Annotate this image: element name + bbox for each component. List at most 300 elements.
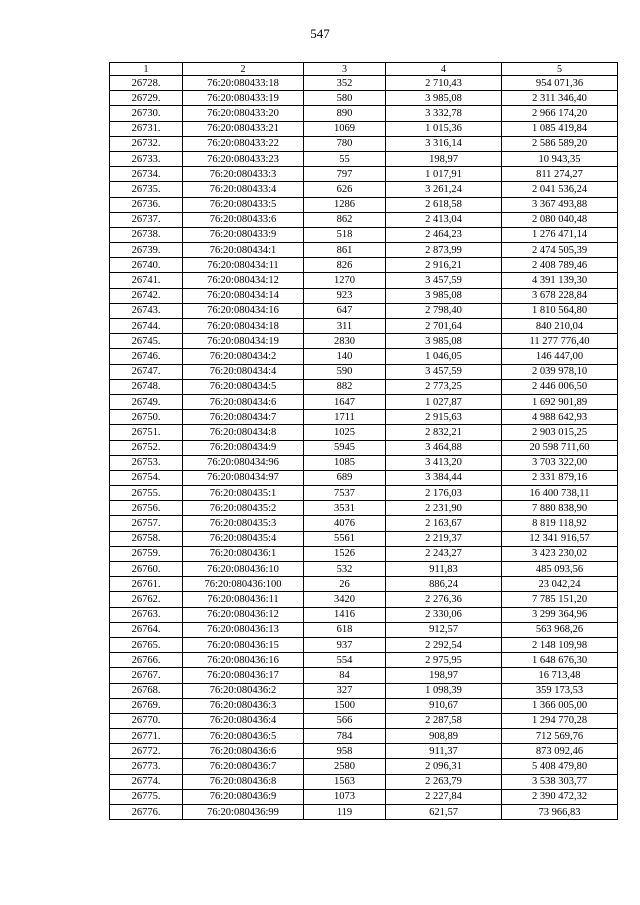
table-cell: 26769. bbox=[110, 698, 183, 713]
table-cell: 26775. bbox=[110, 789, 183, 804]
table-cell: 862 bbox=[304, 212, 386, 227]
table-cell: 2 446 006,50 bbox=[502, 379, 618, 394]
table-row bbox=[110, 394, 618, 409]
table-cell: 327 bbox=[304, 683, 386, 698]
table-cell: 2 832,21 bbox=[386, 425, 502, 440]
table-cell: 26773. bbox=[110, 759, 183, 774]
table-cell: 2 243,27 bbox=[386, 546, 502, 561]
table-cell: 76:20:080433:23 bbox=[183, 151, 304, 166]
table-cell: 1073 bbox=[304, 789, 386, 804]
table-cell: 26754. bbox=[110, 470, 183, 485]
table-row bbox=[110, 106, 618, 121]
table-cell: 26764. bbox=[110, 622, 183, 637]
table-cell: 5945 bbox=[304, 440, 386, 455]
table-cell: 76:20:080434:4 bbox=[183, 364, 304, 379]
table-cell: 2 464,23 bbox=[386, 227, 502, 242]
table-cell: 26747. bbox=[110, 364, 183, 379]
table-cell: 911,37 bbox=[386, 744, 502, 759]
table-row bbox=[110, 440, 618, 455]
table-cell: 76:20:080433:19 bbox=[183, 91, 304, 106]
table-cell: 76:20:080434:97 bbox=[183, 470, 304, 485]
table-cell: 3 261,24 bbox=[386, 182, 502, 197]
table-cell: 3 457,59 bbox=[386, 364, 502, 379]
table-row bbox=[110, 258, 618, 273]
table-row bbox=[110, 455, 618, 470]
table-cell: 198,97 bbox=[386, 668, 502, 683]
table-cell: 3 985,08 bbox=[386, 288, 502, 303]
table-row bbox=[110, 744, 618, 759]
table-cell: 76:20:080434:9 bbox=[183, 440, 304, 455]
table-cell: 1 810 564,80 bbox=[502, 303, 618, 318]
table-row bbox=[110, 577, 618, 592]
table-cell: 76:20:080436:11 bbox=[183, 592, 304, 607]
table-cell: 8 819 118,92 bbox=[502, 516, 618, 531]
table-row bbox=[110, 516, 618, 531]
table-cell: 2 163,67 bbox=[386, 516, 502, 531]
table-cell: 76:20:080435:2 bbox=[183, 501, 304, 516]
table-cell: 26755. bbox=[110, 486, 183, 501]
table-cell: 26746. bbox=[110, 349, 183, 364]
table-cell: 76:20:080436:1 bbox=[183, 546, 304, 561]
table-row bbox=[110, 531, 618, 546]
table-row bbox=[110, 167, 618, 182]
table-cell: 76:20:080433:3 bbox=[183, 167, 304, 182]
table-row bbox=[110, 486, 618, 501]
table-cell: 26729. bbox=[110, 91, 183, 106]
table-cell: 1 276 471,14 bbox=[502, 227, 618, 242]
table-cell: 3 703 322,00 bbox=[502, 455, 618, 470]
table-cell: 2 873,99 bbox=[386, 243, 502, 258]
table-cell: 10 943,35 bbox=[502, 151, 618, 166]
table-row bbox=[110, 774, 618, 789]
table-cell: 76:20:080433:4 bbox=[183, 182, 304, 197]
table-cell: 7 880 838,90 bbox=[502, 501, 618, 516]
table-cell: 2 915,63 bbox=[386, 410, 502, 425]
table-row bbox=[110, 470, 618, 485]
table-cell: 26748. bbox=[110, 379, 183, 394]
table-cell: 2 966 174,20 bbox=[502, 106, 618, 121]
table-cell: 4 391 139,30 bbox=[502, 273, 618, 288]
table-cell: 16 713,48 bbox=[502, 668, 618, 683]
table-row bbox=[110, 121, 618, 136]
table-cell: 20 598 711,60 bbox=[502, 440, 618, 455]
table-row bbox=[110, 76, 618, 91]
table-cell: 76:20:080434:19 bbox=[183, 334, 304, 349]
table-cell: 2 311 346,40 bbox=[502, 91, 618, 106]
table-cell: 3 985,08 bbox=[386, 91, 502, 106]
table-cell: 958 bbox=[304, 744, 386, 759]
table-row bbox=[110, 212, 618, 227]
table-row bbox=[110, 91, 618, 106]
table-cell: 26735. bbox=[110, 182, 183, 197]
table-cell: 532 bbox=[304, 562, 386, 577]
table-row bbox=[110, 698, 618, 713]
table-cell: 1 085 419,84 bbox=[502, 121, 618, 136]
table-cell: 1085 bbox=[304, 455, 386, 470]
table-cell: 2 413,04 bbox=[386, 212, 502, 227]
table-cell: 2 148 109,98 bbox=[502, 637, 618, 652]
table-row bbox=[110, 197, 618, 212]
table-cell: 3 985,08 bbox=[386, 334, 502, 349]
cadastral-table bbox=[109, 62, 618, 820]
table-cell: 76:20:080436:3 bbox=[183, 698, 304, 713]
table-cell: 1 017,91 bbox=[386, 167, 502, 182]
table-cell: 12 341 916,57 bbox=[502, 531, 618, 546]
table-cell: 1270 bbox=[304, 273, 386, 288]
table-cell: 2 618,58 bbox=[386, 197, 502, 212]
table-cell: 119 bbox=[304, 805, 386, 820]
table-cell: 26776. bbox=[110, 805, 183, 820]
table-row bbox=[110, 364, 618, 379]
table-row bbox=[110, 683, 618, 698]
table-row bbox=[110, 789, 618, 804]
table-cell: 76:20:080436:5 bbox=[183, 729, 304, 744]
column-header: 1 bbox=[110, 63, 183, 76]
table-row bbox=[110, 713, 618, 728]
table-cell: 621,57 bbox=[386, 805, 502, 820]
table-cell: 26742. bbox=[110, 288, 183, 303]
table-cell: 3 367 493,88 bbox=[502, 197, 618, 212]
page-number: 547 bbox=[310, 26, 330, 41]
table-row bbox=[110, 501, 618, 516]
table-cell: 1 015,36 bbox=[386, 121, 502, 136]
table-cell: 1 648 676,30 bbox=[502, 653, 618, 668]
table-cell: 1 046,05 bbox=[386, 349, 502, 364]
table-cell: 3 457,59 bbox=[386, 273, 502, 288]
table-cell: 908,89 bbox=[386, 729, 502, 744]
table-cell: 26750. bbox=[110, 410, 183, 425]
table-cell: 26743. bbox=[110, 303, 183, 318]
table-cell: 563 968,26 bbox=[502, 622, 618, 637]
table-cell: 554 bbox=[304, 653, 386, 668]
table-cell: 26734. bbox=[110, 167, 183, 182]
table-cell: 2 276,36 bbox=[386, 592, 502, 607]
table-cell: 76:20:080433:6 bbox=[183, 212, 304, 227]
table-cell: 689 bbox=[304, 470, 386, 485]
table-cell: 2830 bbox=[304, 334, 386, 349]
table-cell: 580 bbox=[304, 91, 386, 106]
table-cell: 26744. bbox=[110, 319, 183, 334]
table-cell: 2 474 505,39 bbox=[502, 243, 618, 258]
table-cell: 1286 bbox=[304, 197, 386, 212]
table-cell: 590 bbox=[304, 364, 386, 379]
table-cell: 26771. bbox=[110, 729, 183, 744]
table-row bbox=[110, 288, 618, 303]
table-cell: 26756. bbox=[110, 501, 183, 516]
table-cell: 26768. bbox=[110, 683, 183, 698]
table-row bbox=[110, 607, 618, 622]
table-cell: 1526 bbox=[304, 546, 386, 561]
table-cell: 712 569,76 bbox=[502, 729, 618, 744]
table-cell: 26770. bbox=[110, 713, 183, 728]
table-cell: 2 701,64 bbox=[386, 319, 502, 334]
table-cell: 5561 bbox=[304, 531, 386, 546]
table-cell: 76:20:080436:13 bbox=[183, 622, 304, 637]
table-cell: 26758. bbox=[110, 531, 183, 546]
table-cell: 76:20:080436:16 bbox=[183, 653, 304, 668]
table-cell: 26738. bbox=[110, 227, 183, 242]
table-cell: 76:20:080436:6 bbox=[183, 744, 304, 759]
table-row bbox=[110, 410, 618, 425]
table-cell: 910,67 bbox=[386, 698, 502, 713]
table-cell: 26749. bbox=[110, 394, 183, 409]
table-cell: 518 bbox=[304, 227, 386, 242]
table-header-row bbox=[110, 63, 618, 76]
table-cell: 2 080 040,48 bbox=[502, 212, 618, 227]
table-cell: 2 975,95 bbox=[386, 653, 502, 668]
table-cell: 76:20:080433:5 bbox=[183, 197, 304, 212]
table-cell: 2 390 472,32 bbox=[502, 789, 618, 804]
table-row bbox=[110, 622, 618, 637]
table-cell: 882 bbox=[304, 379, 386, 394]
table-cell: 76:20:080435:1 bbox=[183, 486, 304, 501]
table-cell: 198,97 bbox=[386, 151, 502, 166]
table-row bbox=[110, 182, 618, 197]
table-cell: 76:20:080436:9 bbox=[183, 789, 304, 804]
table-cell: 146 447,00 bbox=[502, 349, 618, 364]
table-cell: 2 292,54 bbox=[386, 637, 502, 652]
table-cell: 1563 bbox=[304, 774, 386, 789]
table-cell: 26767. bbox=[110, 668, 183, 683]
table-cell: 1 366 005,00 bbox=[502, 698, 618, 713]
table-cell: 26728. bbox=[110, 76, 183, 91]
table-cell: 780 bbox=[304, 136, 386, 151]
table-cell: 2 331 879,16 bbox=[502, 470, 618, 485]
table-cell: 2 227,84 bbox=[386, 789, 502, 804]
table-cell: 76:20:080434:6 bbox=[183, 394, 304, 409]
table-cell: 76:20:080434:96 bbox=[183, 455, 304, 470]
table-cell: 4076 bbox=[304, 516, 386, 531]
table-row bbox=[110, 668, 618, 683]
table-cell: 2 041 536,24 bbox=[502, 182, 618, 197]
table-cell: 359 173,53 bbox=[502, 683, 618, 698]
column-header: 2 bbox=[183, 63, 304, 76]
table-cell: 26759. bbox=[110, 546, 183, 561]
table-cell: 1 294 770,28 bbox=[502, 713, 618, 728]
table-cell: 26765. bbox=[110, 637, 183, 652]
table-cell: 3 316,14 bbox=[386, 136, 502, 151]
table-cell: 76:20:080434:7 bbox=[183, 410, 304, 425]
table-cell: 3 413,20 bbox=[386, 455, 502, 470]
table-cell: 76:20:080434:1 bbox=[183, 243, 304, 258]
table-row bbox=[110, 637, 618, 652]
table-cell: 76:20:080433:20 bbox=[183, 106, 304, 121]
table-cell: 485 093,56 bbox=[502, 562, 618, 577]
table-cell: 3 384,44 bbox=[386, 470, 502, 485]
table-cell: 886,24 bbox=[386, 577, 502, 592]
table-cell: 1 027,87 bbox=[386, 394, 502, 409]
table-cell: 2 330,06 bbox=[386, 607, 502, 622]
table-cell: 3 423 230,02 bbox=[502, 546, 618, 561]
table-cell: 76:20:080433:21 bbox=[183, 121, 304, 136]
table-cell: 76:20:080433:9 bbox=[183, 227, 304, 242]
table-cell: 26753. bbox=[110, 455, 183, 470]
table-cell: 26733. bbox=[110, 151, 183, 166]
table-cell: 2 263,79 bbox=[386, 774, 502, 789]
table-cell: 840 210,04 bbox=[502, 319, 618, 334]
table-row bbox=[110, 653, 618, 668]
table-row bbox=[110, 546, 618, 561]
table-cell: 11 277 776,40 bbox=[502, 334, 618, 349]
table-cell: 26760. bbox=[110, 562, 183, 577]
table-cell: 76:20:080434:2 bbox=[183, 349, 304, 364]
table-row bbox=[110, 319, 618, 334]
table-cell: 937 bbox=[304, 637, 386, 652]
table-row bbox=[110, 379, 618, 394]
table-row bbox=[110, 227, 618, 242]
table-cell: 890 bbox=[304, 106, 386, 121]
table-cell: 26730. bbox=[110, 106, 183, 121]
table-cell: 1 692 901,89 bbox=[502, 394, 618, 409]
table-cell: 26741. bbox=[110, 273, 183, 288]
table-cell: 1025 bbox=[304, 425, 386, 440]
table-row bbox=[110, 334, 618, 349]
table-row bbox=[110, 592, 618, 607]
table-cell: 26736. bbox=[110, 197, 183, 212]
table-cell: 912,57 bbox=[386, 622, 502, 637]
table-cell: 2 231,90 bbox=[386, 501, 502, 516]
table-cell: 16 400 738,11 bbox=[502, 486, 618, 501]
table-cell: 2 287,58 bbox=[386, 713, 502, 728]
table-cell: 1647 bbox=[304, 394, 386, 409]
table-cell: 23 042,24 bbox=[502, 577, 618, 592]
column-header: 5 bbox=[502, 63, 618, 76]
table-cell: 3420 bbox=[304, 592, 386, 607]
table-cell: 3 678 228,84 bbox=[502, 288, 618, 303]
table-cell: 76:20:080435:3 bbox=[183, 516, 304, 531]
table-cell: 1500 bbox=[304, 698, 386, 713]
table-cell: 76:20:080436:7 bbox=[183, 759, 304, 774]
table-cell: 26774. bbox=[110, 774, 183, 789]
table-cell: 5 408 479,80 bbox=[502, 759, 618, 774]
table-body bbox=[110, 76, 618, 820]
table-cell: 352 bbox=[304, 76, 386, 91]
table-cell: 2 798,40 bbox=[386, 303, 502, 318]
table-cell: 26731. bbox=[110, 121, 183, 136]
table-cell: 76:20:080436:10 bbox=[183, 562, 304, 577]
table-row bbox=[110, 303, 618, 318]
table-cell: 26757. bbox=[110, 516, 183, 531]
table-cell: 76:20:080436:15 bbox=[183, 637, 304, 652]
table-row bbox=[110, 425, 618, 440]
table-cell: 26 bbox=[304, 577, 386, 592]
table-cell: 7537 bbox=[304, 486, 386, 501]
table-cell: 76:20:080433:18 bbox=[183, 76, 304, 91]
table-cell: 76:20:080434:11 bbox=[183, 258, 304, 273]
table-row bbox=[110, 136, 618, 151]
column-header: 3 bbox=[304, 63, 386, 76]
table-cell: 140 bbox=[304, 349, 386, 364]
table-cell: 4 988 642,93 bbox=[502, 410, 618, 425]
table-row bbox=[110, 151, 618, 166]
table-cell: 26737. bbox=[110, 212, 183, 227]
table-cell: 1416 bbox=[304, 607, 386, 622]
table-cell: 566 bbox=[304, 713, 386, 728]
table-cell: 861 bbox=[304, 243, 386, 258]
table-row bbox=[110, 562, 618, 577]
table-cell: 784 bbox=[304, 729, 386, 744]
table-cell: 626 bbox=[304, 182, 386, 197]
table-row bbox=[110, 243, 618, 258]
table-cell: 2 916,21 bbox=[386, 258, 502, 273]
table-cell: 26740. bbox=[110, 258, 183, 273]
table-cell: 2 408 789,46 bbox=[502, 258, 618, 273]
table-cell: 2 219,37 bbox=[386, 531, 502, 546]
table-cell: 647 bbox=[304, 303, 386, 318]
table-cell: 73 966,83 bbox=[502, 805, 618, 820]
table-cell: 3531 bbox=[304, 501, 386, 516]
table-cell: 26732. bbox=[110, 136, 183, 151]
table-cell: 76:20:080434:16 bbox=[183, 303, 304, 318]
table-cell: 873 092,46 bbox=[502, 744, 618, 759]
table-cell: 3 332,78 bbox=[386, 106, 502, 121]
table-row bbox=[110, 759, 618, 774]
table-cell: 2 176,03 bbox=[386, 486, 502, 501]
table-row bbox=[110, 273, 618, 288]
table-cell: 3 464,88 bbox=[386, 440, 502, 455]
table-cell: 76:20:080434:14 bbox=[183, 288, 304, 303]
table-cell: 26766. bbox=[110, 653, 183, 668]
table-cell: 76:20:080433:22 bbox=[183, 136, 304, 151]
table-cell: 76:20:080436:4 bbox=[183, 713, 304, 728]
table-cell: 76:20:080436:99 bbox=[183, 805, 304, 820]
table-cell: 76:20:080436:12 bbox=[183, 607, 304, 622]
table-cell: 1711 bbox=[304, 410, 386, 425]
table-cell: 2 096,31 bbox=[386, 759, 502, 774]
table-cell: 954 071,36 bbox=[502, 76, 618, 91]
table-cell: 76:20:080436:8 bbox=[183, 774, 304, 789]
table-cell: 1069 bbox=[304, 121, 386, 136]
table-cell: 311 bbox=[304, 319, 386, 334]
table-cell: 826 bbox=[304, 258, 386, 273]
table-cell: 2 586 589,20 bbox=[502, 136, 618, 151]
table-cell: 76:20:080434:5 bbox=[183, 379, 304, 394]
table-cell: 76:20:080436:2 bbox=[183, 683, 304, 698]
table-cell: 618 bbox=[304, 622, 386, 637]
table-cell: 55 bbox=[304, 151, 386, 166]
column-header: 4 bbox=[386, 63, 502, 76]
table-cell: 3 538 303,77 bbox=[502, 774, 618, 789]
table-cell: 76:20:080436:17 bbox=[183, 668, 304, 683]
table-cell: 76:20:080434:18 bbox=[183, 319, 304, 334]
table-cell: 26751. bbox=[110, 425, 183, 440]
table-cell: 26772. bbox=[110, 744, 183, 759]
table-cell: 76:20:080434:8 bbox=[183, 425, 304, 440]
table-cell: 76:20:080434:12 bbox=[183, 273, 304, 288]
table-cell: 923 bbox=[304, 288, 386, 303]
table-cell: 76:20:080436:100 bbox=[183, 577, 304, 592]
table-cell: 911,83 bbox=[386, 562, 502, 577]
table-cell: 3 299 364,96 bbox=[502, 607, 618, 622]
table-cell: 2580 bbox=[304, 759, 386, 774]
table-cell: 26745. bbox=[110, 334, 183, 349]
table-cell: 811 274,27 bbox=[502, 167, 618, 182]
table-cell: 26761. bbox=[110, 577, 183, 592]
table-cell: 84 bbox=[304, 668, 386, 683]
table-cell: 76:20:080435:4 bbox=[183, 531, 304, 546]
table-cell: 26752. bbox=[110, 440, 183, 455]
table-cell: 2 039 978,10 bbox=[502, 364, 618, 379]
table-cell: 7 785 151,20 bbox=[502, 592, 618, 607]
table-cell: 26762. bbox=[110, 592, 183, 607]
table-cell: 797 bbox=[304, 167, 386, 182]
table-row bbox=[110, 349, 618, 364]
table-cell: 1 098,39 bbox=[386, 683, 502, 698]
table-row bbox=[110, 805, 618, 820]
table-cell: 2 773,25 bbox=[386, 379, 502, 394]
table-row bbox=[110, 729, 618, 744]
table-cell: 26739. bbox=[110, 243, 183, 258]
